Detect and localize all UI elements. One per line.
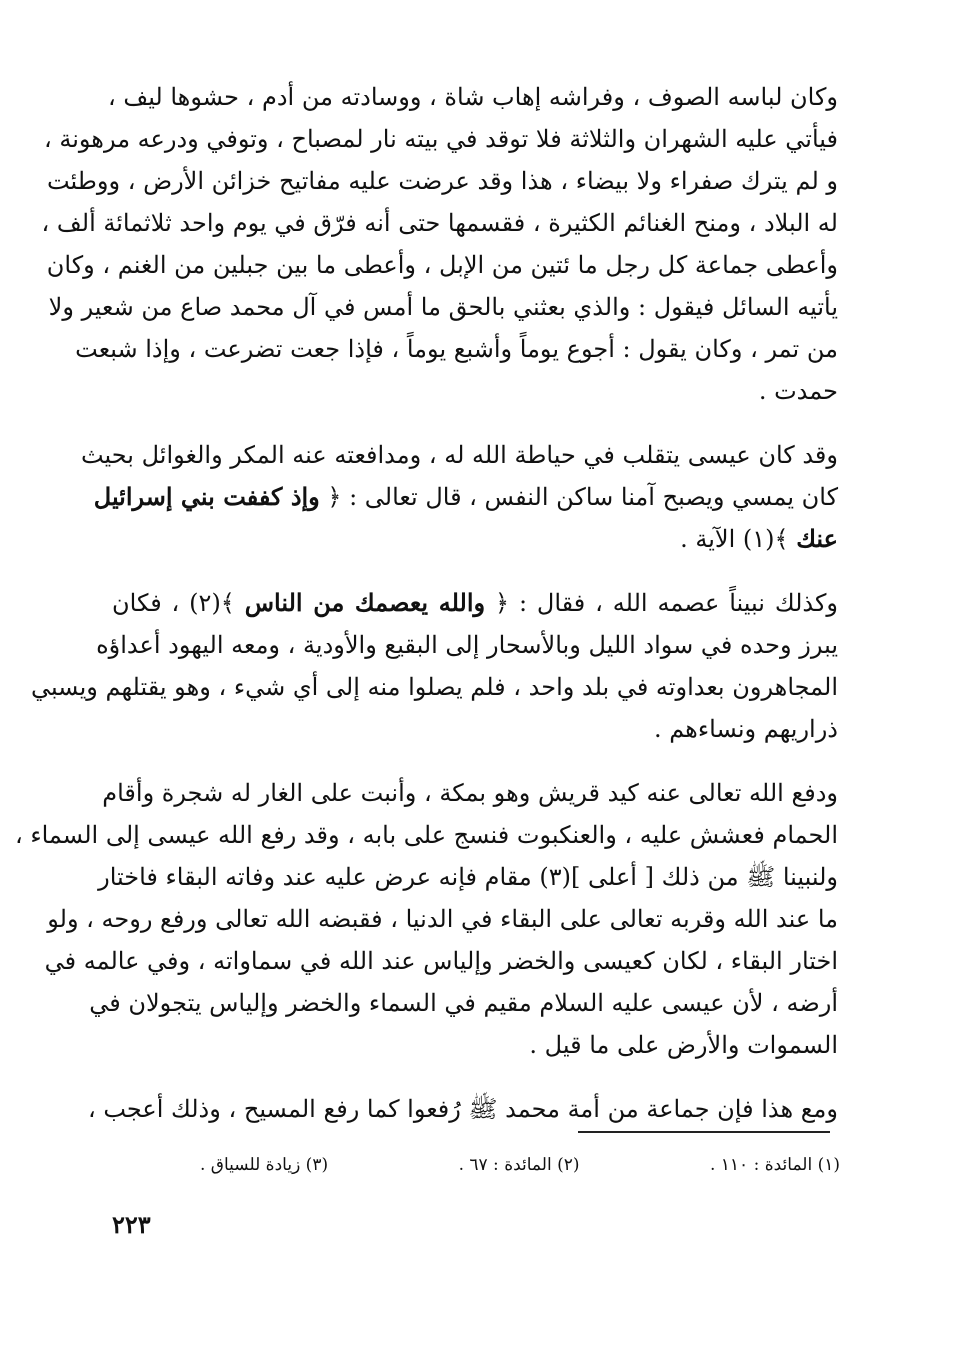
text-line: يأتيه السائل فيقول : والذي بعثني بالحق ما أمس في آل محمد صاع من شعير ولا (48, 293, 838, 321)
footnote-2: (٢) المائدة : ٦٧ . (458, 1155, 580, 1175)
text-line (112, 582, 838, 624)
paragraph-2 (80, 434, 838, 560)
text-line: ما عند الله وقربه تعالى على البقاء في الدنيا ، فقبضه الله تعالى ورفع روحه ، ولو (47, 905, 838, 933)
text-line: ودفع الله تعالى عنه كيد قريش وهو بمكة ، وأنبت على الغار له شجرة وأقام (102, 779, 838, 807)
text-line: ومع هذا فإن جماعة من أمة محمد ﷺ رُفعوا كما رفع المسيح ، وذلك أعجب ، (87, 1095, 838, 1123)
footnote-3: (٣) زيادة للسياق . (200, 1155, 329, 1175)
quran-quote: عنك (796, 524, 838, 553)
text-line: وقد كان عيسى يتقلب في حياطة الله له ، ومدافعته عنه المكر والغوائل بحيث (80, 441, 838, 469)
text-line: وأعطى جماعة كل رجل ما ئتين من الإبل ، وأعطى ما بين جبلين من الغنم ، وكان (46, 251, 838, 279)
text-line: المجاهرون بعداوته في بلد واحد ، فلم يصلوا منه إلى أي شيء ، وهو يقتلهم ويسبي (30, 673, 838, 701)
text-line: و لم يترك صفراء ولا بيضاء ، هذا وقد عرضت عليه مفاتيح خزائن الأرض ، ووطئت (46, 167, 838, 195)
text-line: السموات والأرض على ما قيل . (529, 1031, 838, 1059)
text-fragment: ﴾(١) الآية . (680, 525, 797, 553)
text-line: ذراريهم ونساءهم . (653, 715, 838, 743)
text-fragment: وكذلك نبيناً عصمه الله ، فقال : ﴿ (485, 589, 838, 617)
quran-quote: وإذ كففت بني إسرائيل (93, 482, 320, 511)
text-line: يبرز وحده في سواد الليل وبالأسحار إلى البقيع والأودية ، ومعه اليهود أعداؤه (96, 631, 838, 659)
page-number: ٢٢٣ (112, 1210, 151, 1239)
text-line: حمدت . (758, 377, 838, 405)
text-fragment: كان يمسي ويصبح آمنا ساكن النفس ، قال تعالى : ﴿ (319, 483, 838, 511)
text-line: من تمر ، وكان يقول : أجوع يوماً وأشبع يوماً ، فإذا جعت تضرعت ، وإذا شبعت (75, 335, 838, 363)
text-line: فيأتي عليه الشهران والثلاثة فلا توقد في بيته نار لمصباح ، وتوفي ودرعه مرهونة ، (43, 125, 838, 153)
main-text (14, 76, 838, 1130)
footnote-1: (١) المائدة : ١١٠ . (709, 1155, 840, 1175)
footnote-separator (578, 1131, 830, 1133)
footnotes (200, 1150, 840, 1180)
text-line: وكان لباسه الصوف ، وفراشه إهاب شاة ، ووسادته من أدم ، حشوها ليف ، (107, 83, 838, 111)
text-line: له البلاد ، ومنح الغنائم الكثيرة ، فقسمها حتى أنه فرّق في يوم واحد ثلاثمائة ألف ، (41, 209, 838, 237)
text-line (112, 518, 838, 560)
paragraph-5 (87, 1088, 838, 1130)
text-line: أرضه ، لأن عيسى عليه السلام مقيم في السماء والخضر وإلياس يتجولان في (89, 989, 838, 1017)
text-line: ولنبينا ﷺ من ذلك [ أعلى ](٣) مقام فإنه عرض عليه عند وفاته البقاء فاختار (98, 863, 838, 891)
text-line (93, 476, 838, 518)
text-fragment: ﴾(٢) ، فكان (112, 589, 245, 617)
text-line: الحمام فعشش عليه ، والعنكبوت فنسج على بابه ، وقد رفع الله عيسى إلى السماء ، (14, 821, 838, 849)
quran-quote: والله يعصمك من الناس (244, 588, 486, 617)
paragraph-1 (41, 76, 838, 412)
paragraph-3 (30, 582, 838, 750)
paragraph-4 (14, 772, 838, 1066)
text-line: اختار البقاء ، لكان كعيسى والخضر وإلياس عند الله في سماواته ، وفي عالمه في (44, 947, 838, 975)
